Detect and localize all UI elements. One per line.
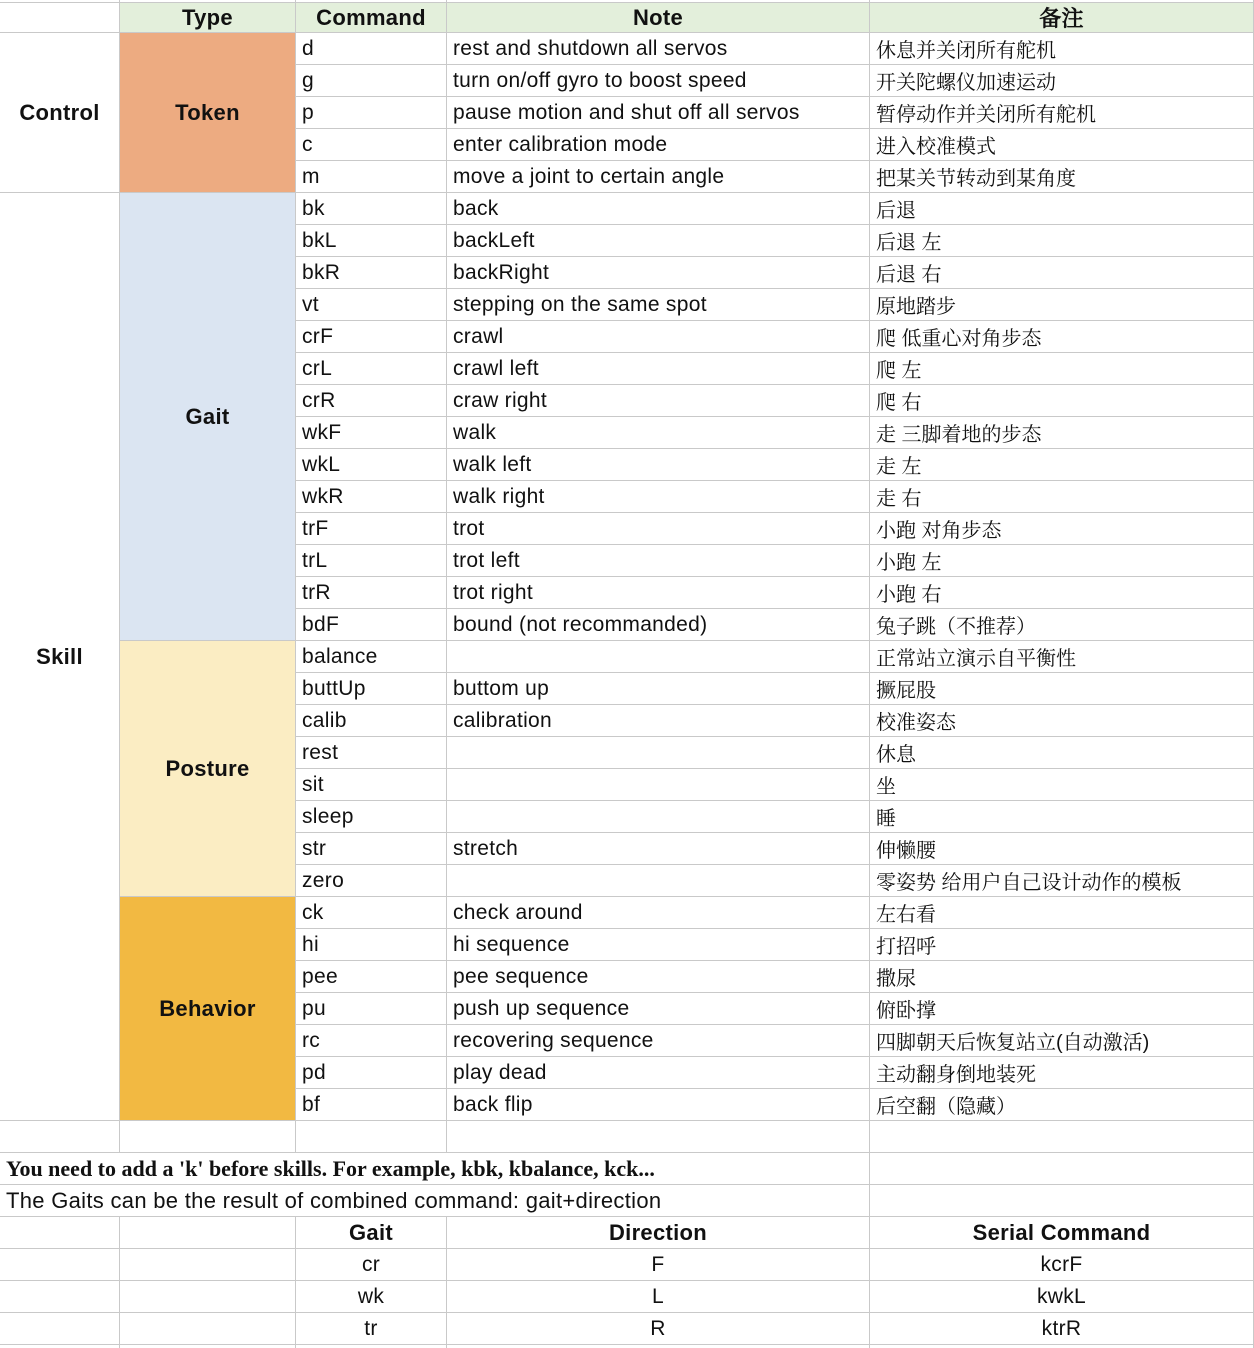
- note-cell: calibration: [447, 705, 870, 737]
- note-cell: play dead: [447, 1057, 870, 1089]
- remark-cell: 后退 右: [870, 257, 1254, 289]
- type-cell-posture: Posture: [120, 641, 296, 897]
- combo-cell-gait: tr: [296, 1313, 447, 1345]
- note-cell: [447, 865, 870, 897]
- note-cell: bound (not recommanded): [447, 609, 870, 641]
- note-cell: move a joint to certain angle: [447, 161, 870, 193]
- note-cell: stretch: [447, 833, 870, 865]
- type-cell-token: Token: [120, 33, 296, 193]
- remark-cell: 暂停动作并关闭所有舵机: [870, 97, 1254, 129]
- command-cell: sleep: [296, 801, 447, 833]
- col-header-note: Note: [447, 3, 870, 33]
- command-cell: pee: [296, 961, 447, 993]
- command-cell: bk: [296, 193, 447, 225]
- remark-cell: 走 三脚着地的步态: [870, 417, 1254, 449]
- remark-cell: 俯卧撑: [870, 993, 1254, 1025]
- command-cell: wkL: [296, 449, 447, 481]
- command-cell: d: [296, 33, 447, 65]
- note-cell: recovering sequence: [447, 1025, 870, 1057]
- remark-cell: 小跑 对角步态: [870, 513, 1254, 545]
- spacer-cell: [870, 1121, 1254, 1153]
- note-cell: pee sequence: [447, 961, 870, 993]
- col-header-type: Type: [120, 3, 296, 33]
- note-cell: trot left: [447, 545, 870, 577]
- remark-cell: 后退: [870, 193, 1254, 225]
- note-cell: [447, 641, 870, 673]
- footnote-gait-combo: The Gaits can be the result of combined command: gait+direction: [0, 1185, 870, 1217]
- note-cell: backLeft: [447, 225, 870, 257]
- remark-cell: 原地踏步: [870, 289, 1254, 321]
- spacer-cell: [296, 1121, 447, 1153]
- remark-cell: 撅屁股: [870, 673, 1254, 705]
- note-cell: crawl: [447, 321, 870, 353]
- col-header-remark: 备注: [870, 3, 1254, 33]
- note-cell: stepping on the same spot: [447, 289, 870, 321]
- remark-cell: 走 右: [870, 481, 1254, 513]
- category-cell-control: Control: [0, 33, 120, 193]
- note-cell: crawl left: [447, 353, 870, 385]
- command-cell: p: [296, 97, 447, 129]
- remark-cell: 小跑 右: [870, 577, 1254, 609]
- command-cell: ck: [296, 897, 447, 929]
- spacer-cell: [0, 1313, 120, 1345]
- remark-cell: 主动翻身倒地装死: [870, 1057, 1254, 1089]
- note-cell: hi sequence: [447, 929, 870, 961]
- command-cell: calib: [296, 705, 447, 737]
- spacer-cell: [0, 1281, 120, 1313]
- command-cell: trR: [296, 577, 447, 609]
- note-cell: walk left: [447, 449, 870, 481]
- spacer-cell: [120, 1313, 296, 1345]
- remark-cell: 爬 低重心对角步态: [870, 321, 1254, 353]
- combo-header-gait: Gait: [296, 1217, 447, 1249]
- combo-cell-gait: wk: [296, 1281, 447, 1313]
- footnote-k-prefix: You need to add a 'k' before skills. For example, kbk, kbalance, kck...: [0, 1153, 870, 1185]
- combo-cell-gait: cr: [296, 1249, 447, 1281]
- note-cell: [447, 737, 870, 769]
- combo-cell-direction: F: [447, 1249, 870, 1281]
- combo-header-serial: Serial Command: [870, 1217, 1254, 1249]
- remark-cell: 爬 左: [870, 353, 1254, 385]
- note-cell: craw right: [447, 385, 870, 417]
- command-cell: vt: [296, 289, 447, 321]
- note-cell: [447, 769, 870, 801]
- combo-cell-serial: kcrF: [870, 1249, 1254, 1281]
- type-cell-gait: Gait: [120, 193, 296, 641]
- command-cell: trL: [296, 545, 447, 577]
- remark-cell: 爬 右: [870, 385, 1254, 417]
- combo-header-direction: Direction: [447, 1217, 870, 1249]
- command-cell: bkL: [296, 225, 447, 257]
- note-cell: back flip: [447, 1089, 870, 1121]
- note-cell: trot right: [447, 577, 870, 609]
- spacer-cell: [120, 1281, 296, 1313]
- spacer-cell: [0, 1249, 120, 1281]
- remark-cell: 休息: [870, 737, 1254, 769]
- command-cell: bdF: [296, 609, 447, 641]
- command-cell: bf: [296, 1089, 447, 1121]
- command-cell: crL: [296, 353, 447, 385]
- category-cell-skill: Skill: [0, 193, 120, 1121]
- remark-cell: 校准姿态: [870, 705, 1254, 737]
- note-cell: back: [447, 193, 870, 225]
- command-cell: c: [296, 129, 447, 161]
- remark-cell: 伸懒腰: [870, 833, 1254, 865]
- remark-cell: 四脚朝天后恢复站立(自动激活): [870, 1025, 1254, 1057]
- remark-cell: 零姿势 给用户自己设计动作的模板: [870, 865, 1254, 897]
- command-cell: sit: [296, 769, 447, 801]
- combo-cell-direction: L: [447, 1281, 870, 1313]
- note-cell: walk right: [447, 481, 870, 513]
- spacer-cell: [870, 1153, 1254, 1185]
- command-cell: crF: [296, 321, 447, 353]
- combo-cell-serial: ktrR: [870, 1313, 1254, 1345]
- note-cell: check around: [447, 897, 870, 929]
- note-cell: enter calibration mode: [447, 129, 870, 161]
- command-cell: trF: [296, 513, 447, 545]
- command-cell: crR: [296, 385, 447, 417]
- corner-cell: [0, 3, 120, 33]
- command-cell: pd: [296, 1057, 447, 1089]
- command-cell: str: [296, 833, 447, 865]
- remark-cell: 休息并关闭所有舵机: [870, 33, 1254, 65]
- combo-cell-serial: kwkL: [870, 1281, 1254, 1313]
- remark-cell: 坐: [870, 769, 1254, 801]
- remark-cell: 把某关节转动到某角度: [870, 161, 1254, 193]
- remark-cell: 后空翻（隐藏）: [870, 1089, 1254, 1121]
- spacer-cell: [0, 1217, 120, 1249]
- combo-cell-direction: R: [447, 1313, 870, 1345]
- remark-cell: 开关陀螺仪加速运动: [870, 65, 1254, 97]
- remark-cell: 左右看: [870, 897, 1254, 929]
- command-cell: hi: [296, 929, 447, 961]
- command-cell: m: [296, 161, 447, 193]
- command-cell: zero: [296, 865, 447, 897]
- command-cell: bkR: [296, 257, 447, 289]
- note-cell: [447, 801, 870, 833]
- remark-cell: 正常站立演示自平衡性: [870, 641, 1254, 673]
- remark-cell: 进入校准模式: [870, 129, 1254, 161]
- remark-cell: 撒尿: [870, 961, 1254, 993]
- note-cell: backRight: [447, 257, 870, 289]
- remark-cell: 走 左: [870, 449, 1254, 481]
- command-cell: pu: [296, 993, 447, 1025]
- note-cell: push up sequence: [447, 993, 870, 1025]
- command-cell: g: [296, 65, 447, 97]
- note-cell: rest and shutdown all servos: [447, 33, 870, 65]
- command-cell: balance: [296, 641, 447, 673]
- command-cell: rc: [296, 1025, 447, 1057]
- remark-cell: 后退 左: [870, 225, 1254, 257]
- remark-cell: 打招呼: [870, 929, 1254, 961]
- spacer-cell: [120, 1121, 296, 1153]
- note-cell: pause motion and shut off all servos: [447, 97, 870, 129]
- remark-cell: 睡: [870, 801, 1254, 833]
- spacer-cell: [120, 1249, 296, 1281]
- note-cell: trot: [447, 513, 870, 545]
- spacer-cell: [120, 1217, 296, 1249]
- note-cell: buttom up: [447, 673, 870, 705]
- command-cell: buttUp: [296, 673, 447, 705]
- command-cell: wkR: [296, 481, 447, 513]
- remark-cell: 小跑 左: [870, 545, 1254, 577]
- spacer-cell: [870, 1185, 1254, 1217]
- remark-cell: 兔子跳（不推荐）: [870, 609, 1254, 641]
- command-cell: rest: [296, 737, 447, 769]
- type-cell-behavior: Behavior: [120, 897, 296, 1121]
- col-header-command: Command: [296, 3, 447, 33]
- note-cell: turn on/off gyro to boost speed: [447, 65, 870, 97]
- spacer-cell: [447, 1121, 870, 1153]
- note-cell: walk: [447, 417, 870, 449]
- spacer-cell: [0, 1121, 120, 1153]
- command-cell: wkF: [296, 417, 447, 449]
